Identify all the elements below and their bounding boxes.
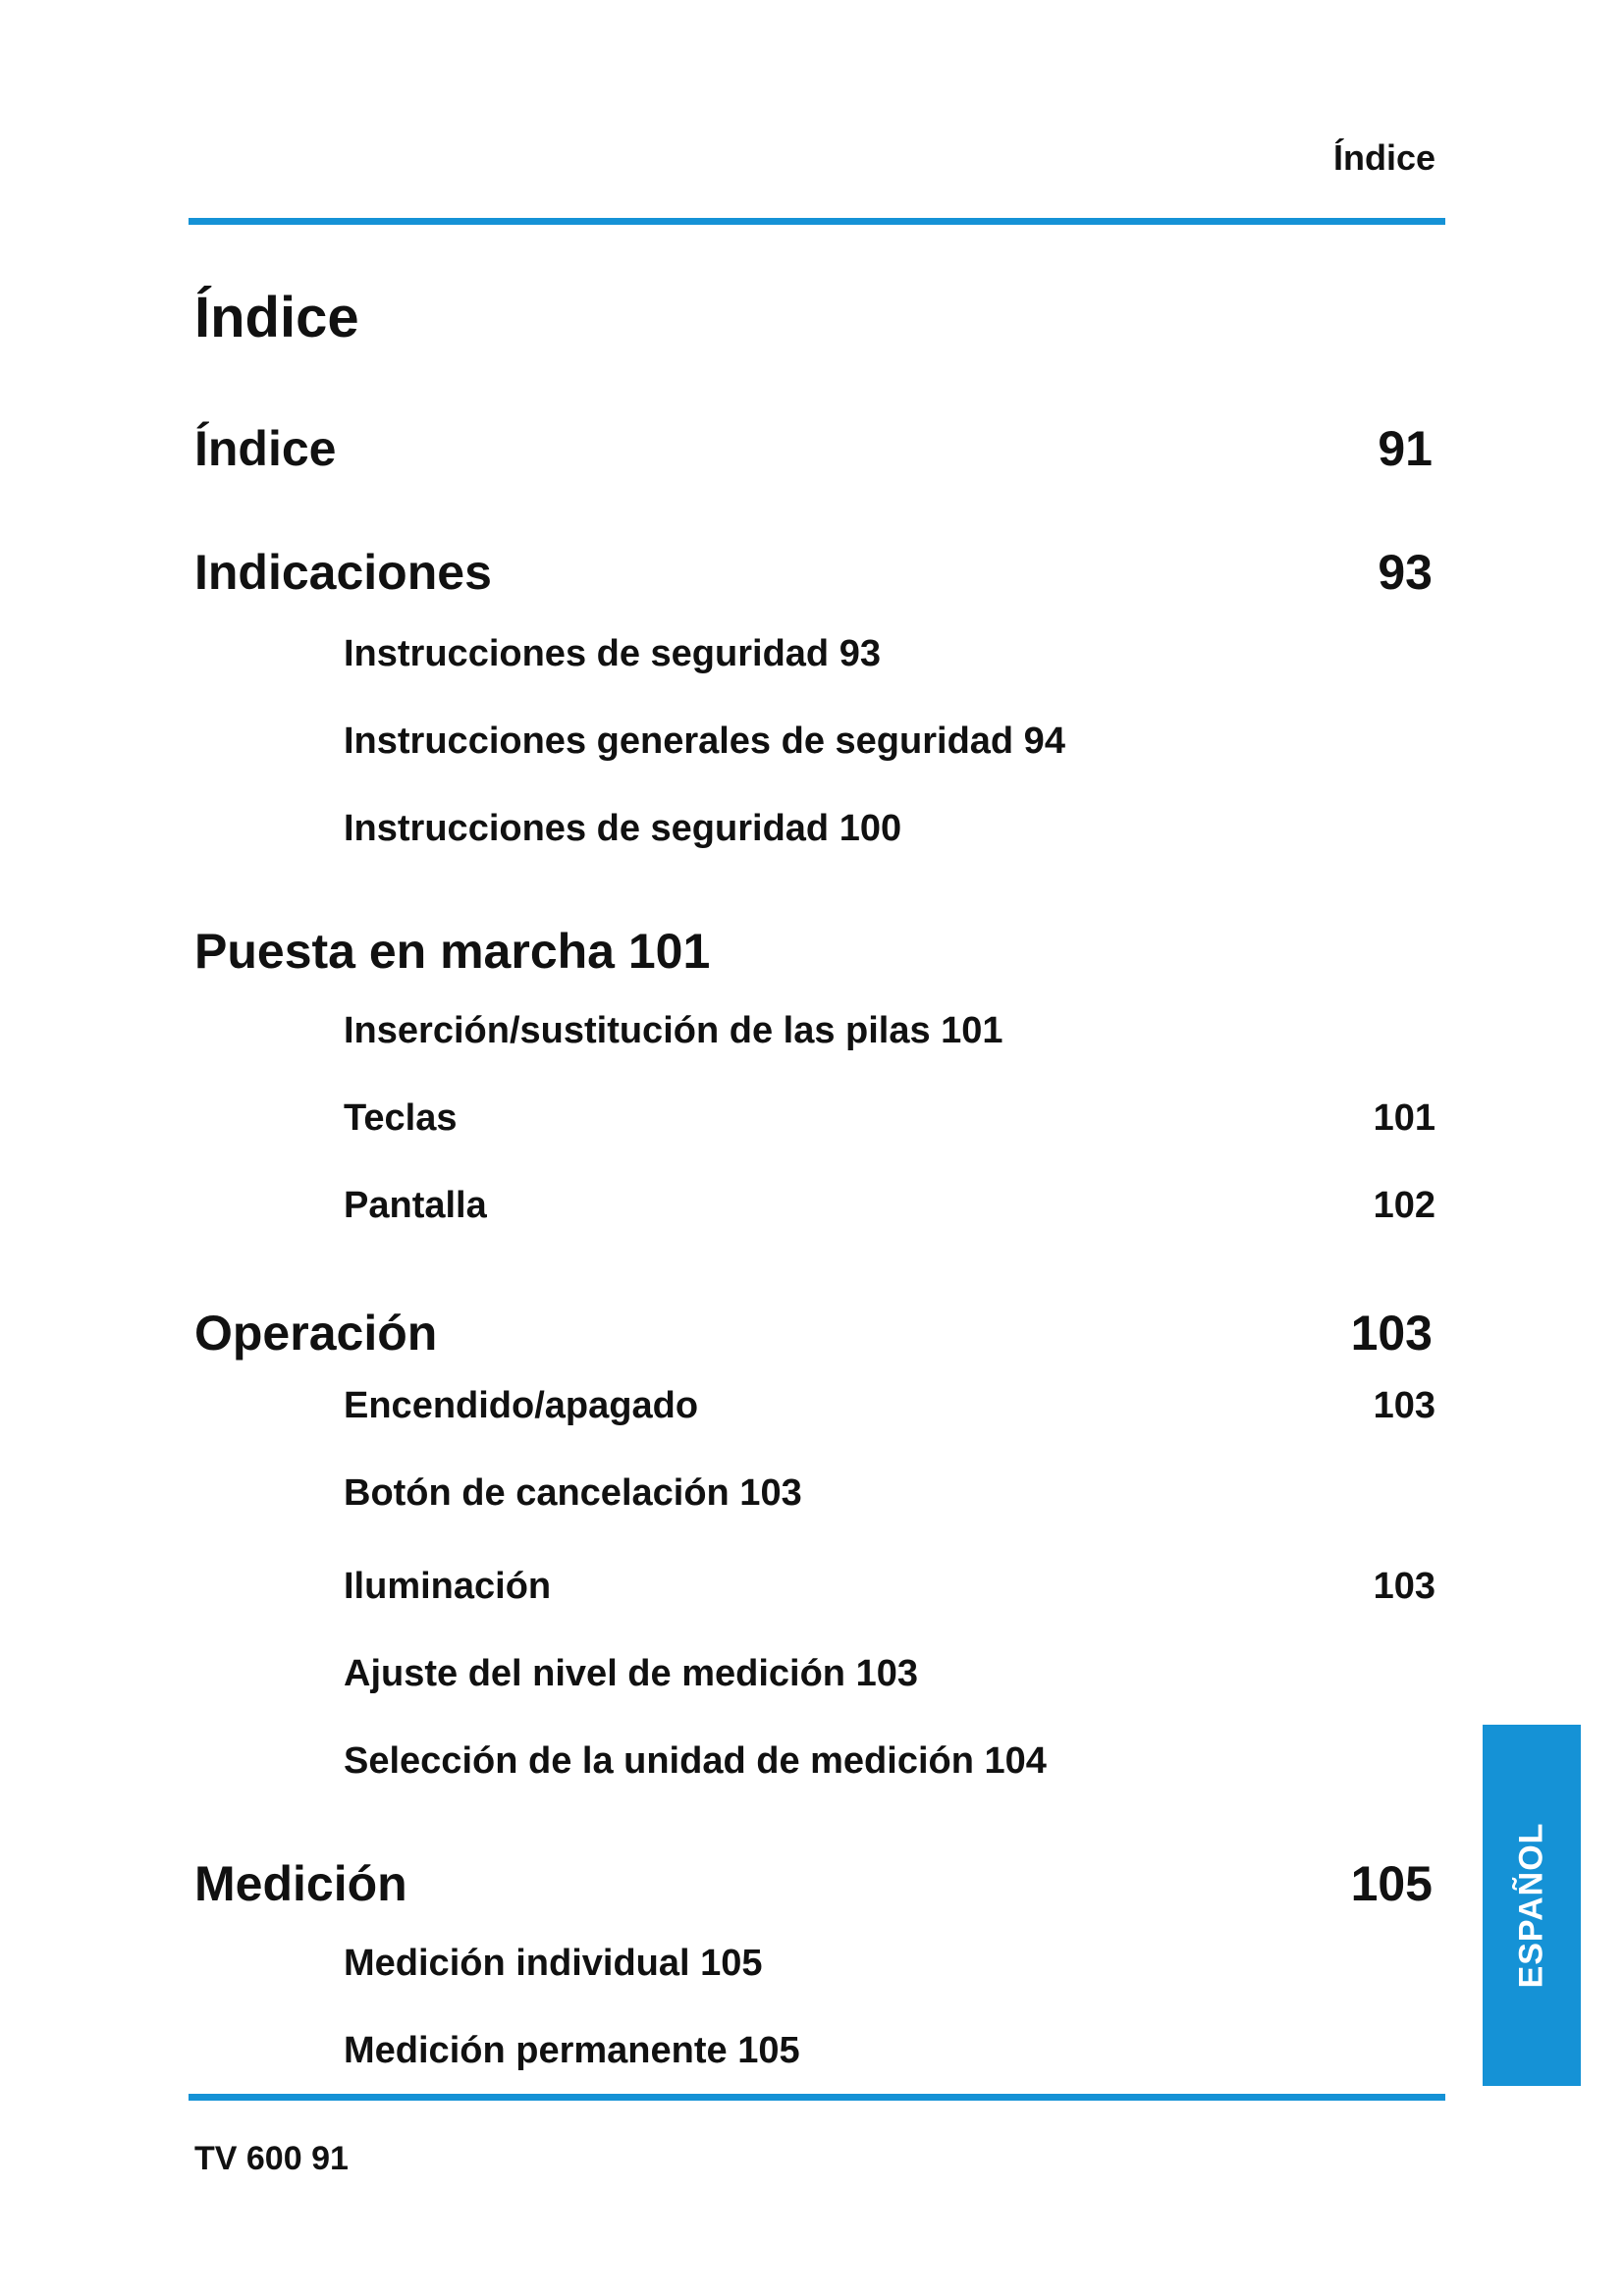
toc-section-operacion-page: 103: [1350, 1306, 1433, 1361]
toc-item[interactable]: Encendido/apagado: [344, 1385, 699, 1426]
toc-item[interactable]: Iluminación: [344, 1566, 552, 1607]
toc-item[interactable]: Teclas: [344, 1097, 458, 1139]
toc-item[interactable]: Botón de cancelación 103: [344, 1472, 802, 1514]
toc-section-operacion[interactable]: Operación: [194, 1306, 438, 1361]
toc-item[interactable]: Medición permanente 105: [344, 2030, 800, 2071]
toc-item[interactable]: Instrucciones generales de seguridad 94: [344, 721, 1065, 762]
toc-section-indice-page: 91: [1378, 421, 1433, 476]
toc-item[interactable]: Medición individual 105: [344, 1943, 763, 1984]
toc-section-indicaciones-page: 93: [1378, 545, 1433, 600]
toc-item-page: 102: [1373, 1185, 1435, 1226]
toc-item[interactable]: Instrucciones de seguridad 93: [344, 633, 881, 674]
toc-item-page: 103: [1373, 1385, 1435, 1426]
toc-item-page: 101: [1373, 1097, 1435, 1139]
toc-item[interactable]: Ajuste del nivel de medición 103: [344, 1653, 918, 1694]
header-rule: [189, 218, 1445, 225]
toc-section-indicaciones[interactable]: Indicaciones: [194, 545, 492, 600]
toc-item[interactable]: Instrucciones de seguridad 100: [344, 808, 902, 849]
footer-rule: [189, 2094, 1445, 2101]
toc-section-puesta-en-marcha[interactable]: Puesta en marcha 101: [194, 924, 711, 979]
page-footer: TV 600 91: [194, 2140, 349, 2177]
toc-item[interactable]: Pantalla: [344, 1185, 487, 1226]
toc-item[interactable]: Selección de la unidad de medición 104: [344, 1740, 1047, 1782]
language-tab: [1483, 1725, 1581, 2086]
page-title: Índice: [194, 286, 359, 349]
toc-item[interactable]: Inserción/sustitución de las pilas 101: [344, 1010, 1003, 1051]
running-header: Índice: [1332, 137, 1435, 178]
language-tab-label: ESPAÑOL: [1512, 1822, 1550, 1989]
toc-section-medicion-page: 105: [1350, 1856, 1433, 1911]
toc-section-medicion[interactable]: Medición: [194, 1856, 407, 1911]
toc-item-page: 103: [1373, 1566, 1435, 1607]
toc-section-indice[interactable]: Índice: [194, 421, 337, 476]
